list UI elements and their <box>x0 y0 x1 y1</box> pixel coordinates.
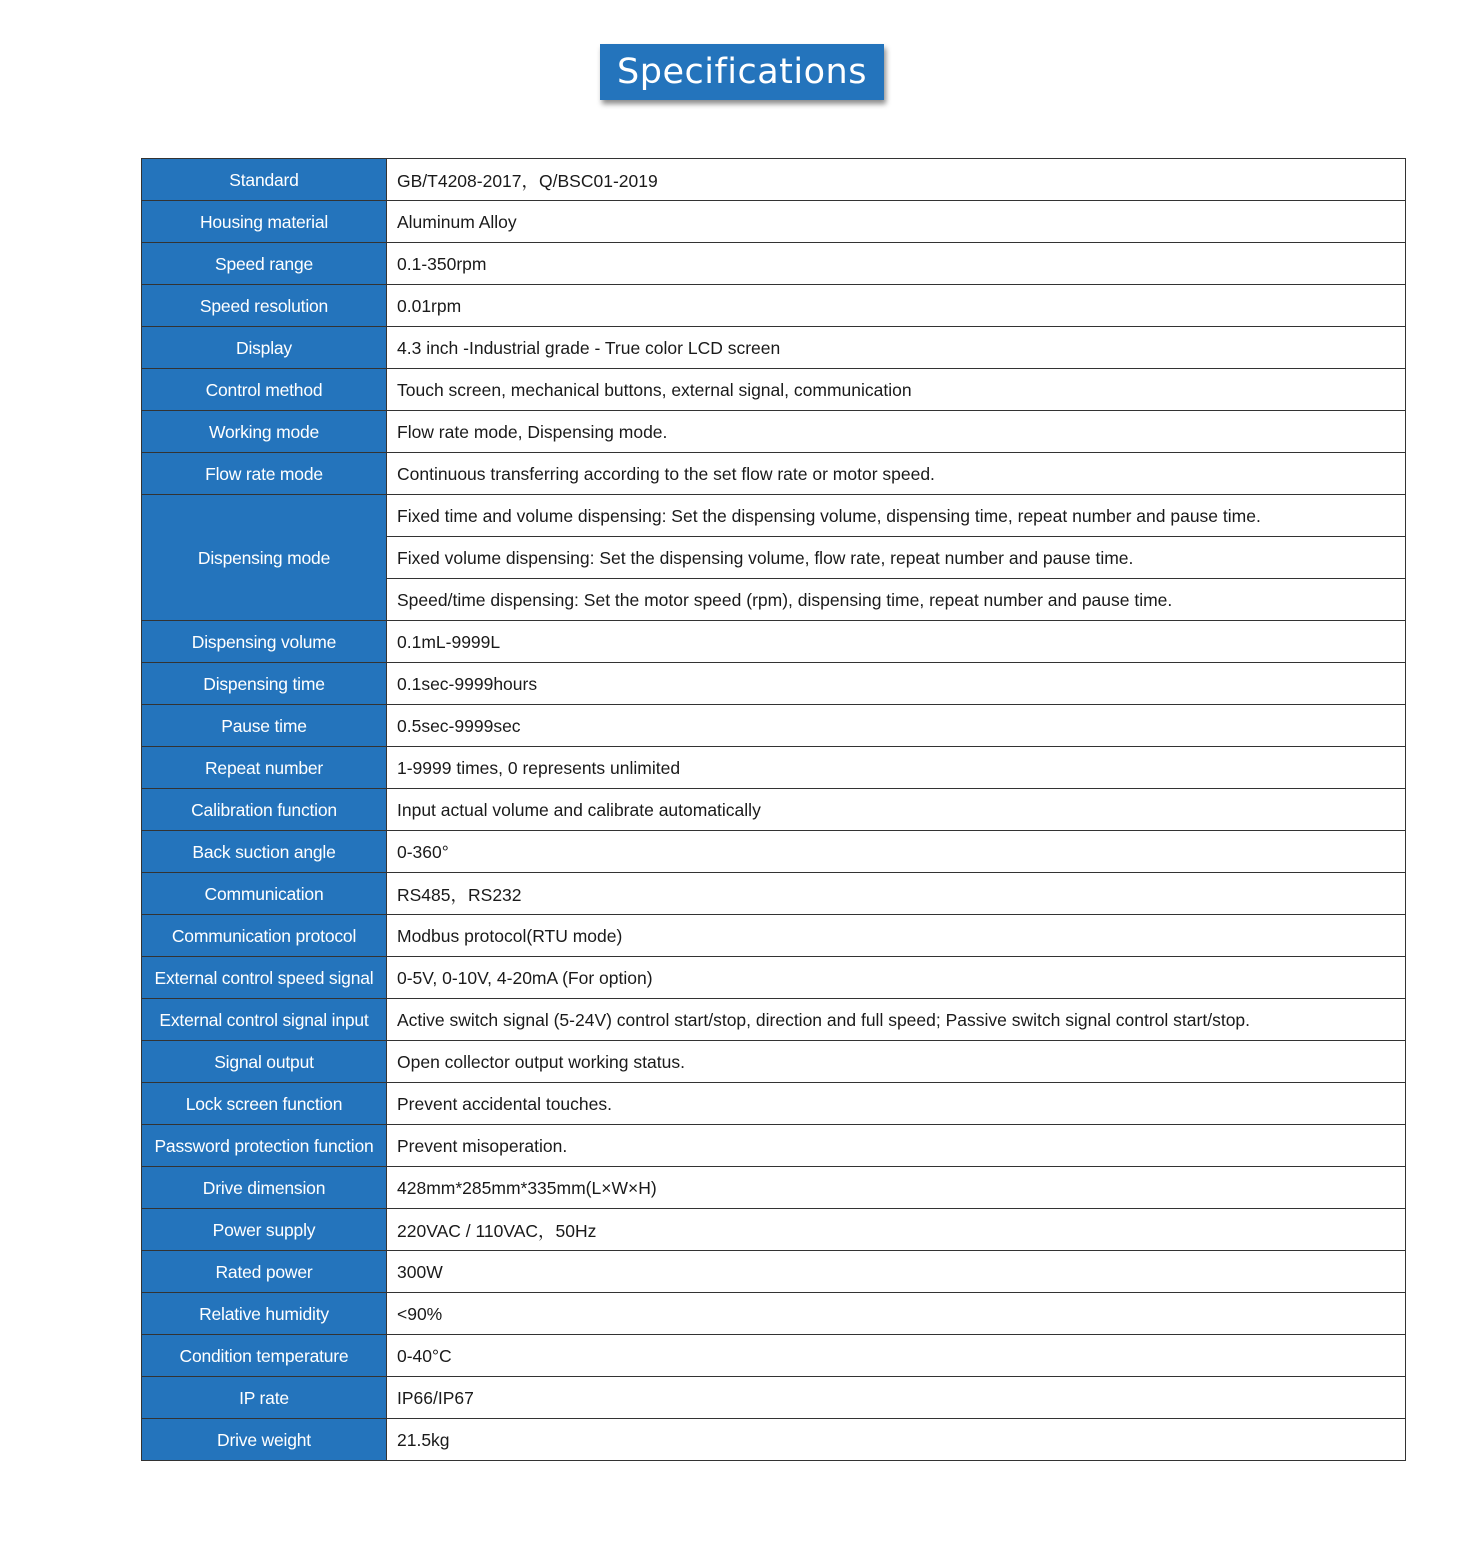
table-row <box>142 1419 1406 1461</box>
spec-label: Control method <box>142 369 387 411</box>
spec-label: Relative humidity <box>142 1293 387 1335</box>
table-row <box>142 831 1406 873</box>
spec-label: Repeat number <box>142 747 387 789</box>
table-row <box>142 999 1406 1041</box>
spec-value: 220VAC / 110VAC，50Hz <box>387 1209 1406 1251</box>
spec-value: Prevent accidental touches. <box>387 1083 1406 1125</box>
spec-label: Working mode <box>142 411 387 453</box>
spec-label: Speed resolution <box>142 285 387 327</box>
spec-label: IP rate <box>142 1377 387 1419</box>
spec-value: 21.5kg <box>387 1419 1406 1461</box>
spec-value: 0.01rpm <box>387 285 1406 327</box>
spec-value: 0-5V, 0-10V, 4-20mA (For option) <box>387 957 1406 999</box>
table-row <box>142 1041 1406 1083</box>
spec-label: Lock screen function <box>142 1083 387 1125</box>
spec-value: Fixed time and volume dispensing: Set the dispensing volume, dispensing time, repeat number and pause time. <box>387 495 1406 537</box>
spec-label: Speed range <box>142 243 387 285</box>
table-row <box>142 1293 1406 1335</box>
spec-label: Display <box>142 327 387 369</box>
spec-value: Modbus protocol(RTU mode) <box>387 915 1406 957</box>
spec-value: 1-9999 times, 0 represents unlimited <box>387 747 1406 789</box>
table-row <box>142 411 1406 453</box>
spec-value: Active switch signal (5-24V) control start/stop, direction and full speed; Passive switch signal control start/stop. <box>387 999 1406 1041</box>
table-row <box>142 285 1406 327</box>
spec-value: 300W <box>387 1251 1406 1293</box>
table-row <box>142 873 1406 915</box>
spec-label: Signal output <box>142 1041 387 1083</box>
spec-value: 428mm*285mm*335mm(L×W×H) <box>387 1167 1406 1209</box>
spec-label: Power supply <box>142 1209 387 1251</box>
spec-value: 0.1mL-9999L <box>387 621 1406 663</box>
spec-label: External control signal input <box>142 999 387 1041</box>
table-row <box>142 705 1406 747</box>
table-row <box>142 243 1406 285</box>
table-row <box>142 1335 1406 1377</box>
spec-value: 0-40°C <box>387 1335 1406 1377</box>
table-row <box>142 1209 1406 1251</box>
spec-value: 0.5sec-9999sec <box>387 705 1406 747</box>
table-row <box>142 747 1406 789</box>
specifications-table-body <box>142 159 1406 1461</box>
table-row <box>142 957 1406 999</box>
spec-label: Communication protocol <box>142 915 387 957</box>
spec-label: Flow rate mode <box>142 453 387 495</box>
page-title: Specifications <box>600 44 884 100</box>
spec-value: 0.1sec-9999hours <box>387 663 1406 705</box>
table-row <box>142 1083 1406 1125</box>
table-row <box>142 327 1406 369</box>
spec-label: Communication <box>142 873 387 915</box>
spec-label: Dispensing time <box>142 663 387 705</box>
spec-label: Dispensing mode <box>142 495 387 621</box>
table-row <box>142 495 1406 537</box>
table-row <box>142 1125 1406 1167</box>
table-row <box>142 159 1406 201</box>
table-row <box>142 1251 1406 1293</box>
spec-value: Touch screen, mechanical buttons, external signal, communication <box>387 369 1406 411</box>
spec-value: 4.3 inch -Industrial grade - True color LCD screen <box>387 327 1406 369</box>
spec-value: Fixed volume dispensing: Set the dispensing volume, flow rate, repeat number and pause time. <box>387 537 1406 579</box>
spec-value: Speed/time dispensing: Set the motor speed (rpm), dispensing time, repeat number and pause time. <box>387 579 1406 621</box>
table-row <box>142 369 1406 411</box>
spec-value: GB/T4208-2017，Q/BSC01-2019 <box>387 159 1406 201</box>
spec-value: <90% <box>387 1293 1406 1335</box>
spec-label: Standard <box>142 159 387 201</box>
spec-value: Input actual volume and calibrate automatically <box>387 789 1406 831</box>
spec-label: External control speed signal <box>142 957 387 999</box>
spec-value: 0-360° <box>387 831 1406 873</box>
spec-label: Pause time <box>142 705 387 747</box>
spec-value: IP66/IP67 <box>387 1377 1406 1419</box>
table-row <box>142 1377 1406 1419</box>
spec-value: Aluminum Alloy <box>387 201 1406 243</box>
spec-label: Drive weight <box>142 1419 387 1461</box>
spec-label: Drive dimension <box>142 1167 387 1209</box>
table-row <box>142 789 1406 831</box>
spec-label: Condition temperature <box>142 1335 387 1377</box>
table-row <box>142 201 1406 243</box>
spec-label: Back suction angle <box>142 831 387 873</box>
table-row <box>142 1167 1406 1209</box>
table-row <box>142 453 1406 495</box>
spec-label: Password protection function <box>142 1125 387 1167</box>
spec-value: Open collector output working status. <box>387 1041 1406 1083</box>
spec-value: RS485，RS232 <box>387 873 1406 915</box>
spec-value: Continuous transferring according to the set flow rate or motor speed. <box>387 453 1406 495</box>
table-row <box>142 621 1406 663</box>
spec-label: Housing material <box>142 201 387 243</box>
spec-label: Calibration function <box>142 789 387 831</box>
spec-label: Rated power <box>142 1251 387 1293</box>
spec-value: Flow rate mode, Dispensing mode. <box>387 411 1406 453</box>
spec-value: Prevent misoperation. <box>387 1125 1406 1167</box>
table-row <box>142 663 1406 705</box>
spec-label: Dispensing volume <box>142 621 387 663</box>
spec-value: 0.1-350rpm <box>387 243 1406 285</box>
specifications-table <box>141 158 1406 1461</box>
table-row <box>142 915 1406 957</box>
